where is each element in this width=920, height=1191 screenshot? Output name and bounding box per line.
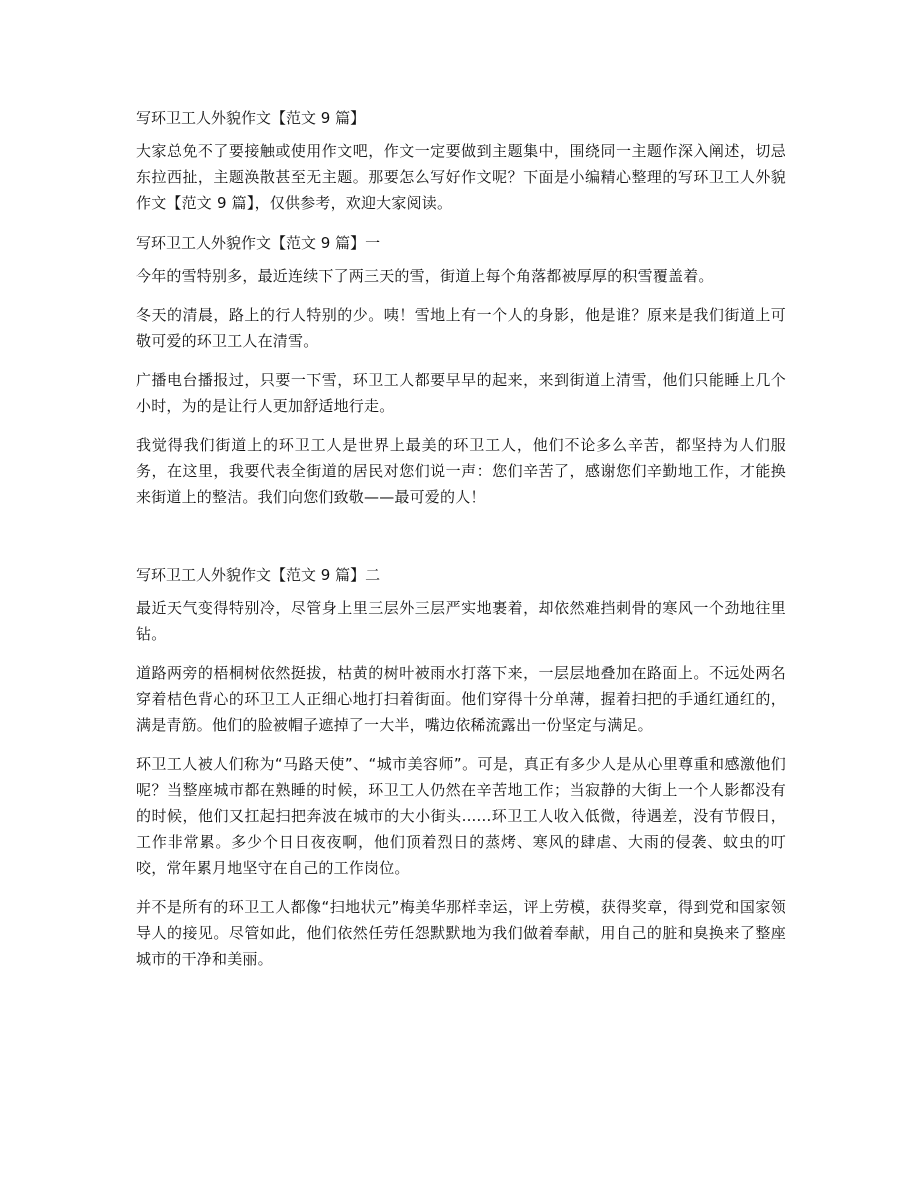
intro-paragraph: 大家总免不了要接触或使用作文吧，作文一定要做到主题集中，围绕同一主题作深入阐述，切忌东拉西扯，主题涣散甚至无主题。那要怎么写好作文呢？下面是小编精心整理的写环卫工人外貌作文【范文 9 篇】，仅供参考，欢迎大家阅读。 xyxy=(136,142,786,212)
section-paragraph: 广播电台播报过，只要一下雪，环卫工人都要早早的起来，来到街道上清雪，他们只能睡上几个小时，为的是让行人更加舒适地行走。 xyxy=(136,371,786,415)
section-spacer xyxy=(136,523,786,561)
essay-section-1 xyxy=(136,229,786,510)
section-paragraph: 环卫工人被人们称为“马路天使”、“城市美容师”。可是，真正有多少人是从心里尊重和感激他们呢？当整座城市都在熟睡的时候，环卫工人仍然在辛苦地工作；当寂静的大街上一个人影都没有的时候，他们又扛起扫把奔波在城市的大小街头......环卫工人收入低微，待遇差，没有节假日，工作非常累。多少个日日夜夜啊，他们顶着烈日的蒸烤、寒风的肆虐、大雨的侵袭、蚊虫的叮咬，常年累月地坚守在自己的工作岗位。 xyxy=(136,755,786,877)
essay-section-2 xyxy=(136,561,786,972)
document-page xyxy=(136,104,786,985)
section-paragraph: 并不是所有的环卫工人都像“扫地状元”梅美华那样幸运，评上劳模，获得奖章，得到党和国家领导人的接见。尽管如此，他们依然任劳任怨默默地为我们做着奉献，用自己的脏和臭换来了整座城市的干净和美丽。 xyxy=(136,898,786,968)
document-title: 写环卫工人外貌作文【范文 9 篇】 xyxy=(136,109,366,127)
section-heading: 写环卫工人外貌作文【范文 9 篇】二 xyxy=(136,566,381,584)
section-paragraph: 最近天气变得特别冷，尽管身上里三层外三层严实地裹着，却依然难挡刺骨的寒风一个劲地往里钻。 xyxy=(136,599,786,643)
section-paragraph: 我觉得我们街道上的环卫工人是世界上最美的环卫工人，他们不论多么辛苦，都坚持为人们服务，在这里，我要代表全街道的居民对您们说一声：您们辛苦了，感谢您们辛勤地工作，才能换来街道上的整洁。我们向您们致敬——最可爱的人！ xyxy=(136,436,786,506)
section-heading: 写环卫工人外貌作文【范文 9 篇】一 xyxy=(136,234,381,252)
section-paragraph: 今年的雪特别多，最近连续下了两三天的雪，街道上每个角落都被厚厚的积雪覆盖着。 xyxy=(136,267,714,285)
section-paragraph: 冬天的清晨，路上的行人特别的少。咦！雪地上有一个人的身影，他是谁？原来是我们街道上可敬可爱的环卫工人在清雪。 xyxy=(136,306,786,350)
section-paragraph: 道路两旁的梧桐树依然挺拔，枯黄的树叶被雨水打落下来，一层层地叠加在路面上。不远处两名穿着桔色背心的环卫工人正细心地打扫着街面。他们穿得十分单薄，握着扫把的手通红通红的，满是青筋。他们的脸被帽子遮掉了一大半，嘴边依稀流露出一份坚定与满足。 xyxy=(136,664,786,734)
